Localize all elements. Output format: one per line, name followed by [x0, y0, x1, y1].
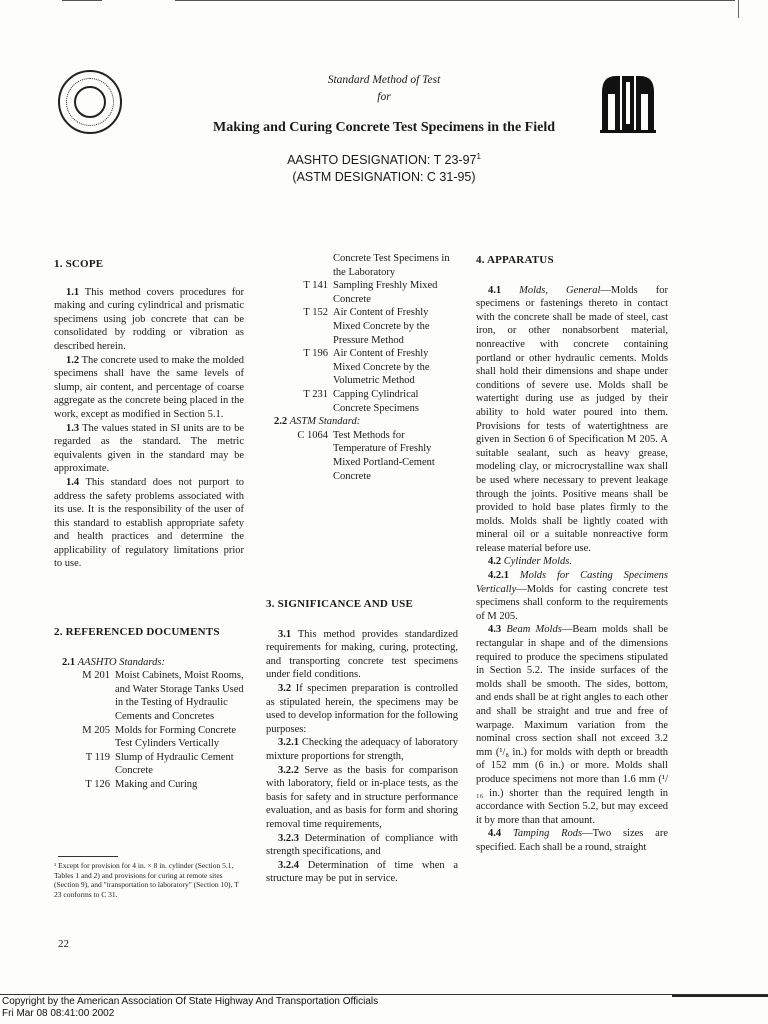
section-heading-apparatus: 4. APPARATUS — [476, 254, 554, 266]
reference-item: T 196 Air Content of Freshly Mixed Concrete by the Volumetric Method — [303, 348, 430, 387]
standard-method-line: Standard Method of Test — [327, 74, 441, 86]
section-heading-referenced-documents: 2. REFERENCED DOCUMENTS — [54, 626, 220, 638]
reference-item: T 141 Sampling Freshly Mixed Concrete — [303, 280, 438, 305]
copyright-line: Copyright by the American Association Of State Highway And Transportation Officials — [2, 996, 379, 1007]
paragraph-3-1: 3.1 This method provides standardized requirements for making, curing, protecting, and transporting concrete test specimens under field conditions. — [266, 628, 458, 681]
page-number: 22 — [58, 938, 69, 950]
paragraph-4-4: 4.4 Tamping Rods—Two sizes are specified. Each shall be a round, straight — [476, 828, 668, 853]
document-title: Making and Curing Concrete Test Specimens in the Field — [213, 120, 555, 135]
subsection-2-2: 2.2 ASTM Standard: — [274, 416, 361, 428]
column-middle-significance — [266, 598, 458, 886]
paragraph-4-1: 4.1 Molds, General—Molds for specimens or fastenings thereto in contact with the concrete shall be made of steel, cast iron, or other nonabsorbent material, nonreactive with concrete containing portland or other hydraulic cements. Molds shall hold their dimensions and shape under conditions of severe use. Molds shall be watertight during use as judged by their ability to hold water poured into them. Provisions for tests of watertightness are given in Section 6 of Specification M 205. A suitable sealant, such as heavy grease, modeling clay, or microcrystalline wax shall be used where necessary to prevent leakage through the joints. Positive means shall be provided to hold base plates firmly to the molds. Molds shall be lightly coated with mineral oil or a suitable nonreactive form release material before use. — [476, 284, 668, 554]
paragraph-3-2-4: 3.2.4 Determination of time when a structure may be put in service. — [266, 859, 459, 885]
for-line: for — [377, 91, 391, 103]
astm-designation: (ASTM DESIGNATION: C 31-95) — [292, 170, 476, 184]
section-heading-significance-and-use: 3. SIGNIFICANCE AND USE — [266, 598, 414, 610]
footer-rule-accent — [672, 995, 768, 997]
reference-item: Concrete Test Specimens in the Laboratory — [333, 253, 450, 278]
paragraph-3-2-1: 3.2.1 Checking the adequacy of laboratory mixture proportions for strength, — [266, 737, 459, 762]
scan-edge-line — [175, 0, 735, 1]
footnote: ¹ Except for provision for 4 in. × 8 in. cylinder (Section 5.1, Tables 1 and 2) and provisions for curing at remote sites (Section 9), and "transportation to laboratory" (Section 10), T 23 conforms to C 31. — [54, 861, 239, 899]
subsection-2-1: 2.1 AASHTO Standards: — [62, 656, 165, 668]
column-left-refs — [54, 626, 244, 792]
reference-item: M 201 Moist Cabinets, Moist Rooms, and Water Storage Tanks Used in the Testing of Hydraulic Cements and Concretes — [82, 670, 244, 722]
paragraph-4-2-1: 4.2.1 Molds for Casting Specimens Vertically—Molds for casting concrete test specimens shall conform to the requirements of M 205. — [476, 570, 668, 622]
paragraph-3-2: 3.2 If specimen preparation is controlled as stipulated herein, the specimens may be used to develop information for the following purposes: — [266, 682, 459, 735]
column-middle — [266, 252, 458, 483]
footnote-mark: 1 — [476, 152, 481, 161]
reference-item: C 1064 Test Methods for Temperature of Freshly Mixed Portland-Cement Concrete — [297, 429, 435, 482]
paragraph-1-4: 1.4 This standard does not purport to address the safety problems associated with its use. It is the responsibility of the user of this standard to establish appropriate safety and health practices and determine the applicability of regulatory limitations prior to use. — [54, 476, 244, 570]
paragraph-1-2: 1.2 The concrete used to make the molded specimens shall have the same levels of slump, air content, and percentage of coarse aggregate as the concrete being placed in the work, except as modified in Section 5.1. — [54, 354, 244, 420]
copyright-notice — [2, 996, 378, 1020]
column-right — [476, 254, 668, 855]
reference-item: T 126 Making and Curing — [85, 778, 198, 790]
reference-item: T 231 Capping Cylindrical Concrete Specimens — [303, 388, 420, 414]
footnote-rule — [58, 856, 118, 857]
scan-edge-line — [738, 0, 739, 18]
timestamp-line: Fri Mar 08 08:41:00 2002 — [2, 1008, 115, 1019]
column-left — [54, 258, 244, 571]
paragraph-1-3: 1.3 The values stated in SI units are to be regarded as the standard. The metric equivalents given in the standard may be approximate. — [54, 422, 245, 475]
paragraph-4-3: 4.3 Beam Molds—Beam molds shall be rectangular in shape and of the dimensions required to produce the specimens stipulated in Section 5.2. The inside surfaces of the molds shall be smooth. The sides, bottom, and ends shall be at right angles to each other and shall be straight and true and free of warpage. Maximum variation from the nominal cross section shall not exceed 3.2 mm (¹/₈ in.) for molds with depth or breadth of 152 mm (6 in.) or more. Molds shall produce specimens not more than 1.6 mm (¹/₁₆ in.) shorter than the required length in accordance with Section 5.2, but may exceed it by more than that amount. — [476, 624, 668, 826]
reference-item: T 119 Slump of Hydraulic Cement Concrete — [85, 751, 234, 777]
reference-item: T 152 Air Content of Freshly Mixed Concrete by the Pressure Method — [303, 307, 430, 346]
aashto-designation: AASHTO DESIGNATION: T $23-97^1$ — [287, 152, 481, 168]
paragraph-1-1: 1.1 This method covers procedures for making and curing cylindrical and prismatic specimens using job concrete that can be consolidated by rodding or vibration as described herein. — [54, 286, 245, 352]
paragraph-3-2-2: 3.2.2 Serve as the basis for comparison with laboratory, field or in-place tests, as the basis for safety and in structure performance evaluation, and as basis for form and shoring removal time requirements, — [266, 764, 458, 830]
footer-rule — [0, 994, 768, 995]
paragraph-3-2-3: 3.2.3 Determination of compliance with strength specifications, and — [266, 832, 458, 858]
paragraph-4-2: 4.2 Cylinder Molds. — [488, 556, 572, 568]
section-heading-scope: 1. SCOPE — [54, 258, 104, 270]
scan-edge-line — [62, 0, 102, 1]
reference-item: M 205 Molds for Forming Concrete Test Cylinders Vertically — [82, 724, 237, 750]
